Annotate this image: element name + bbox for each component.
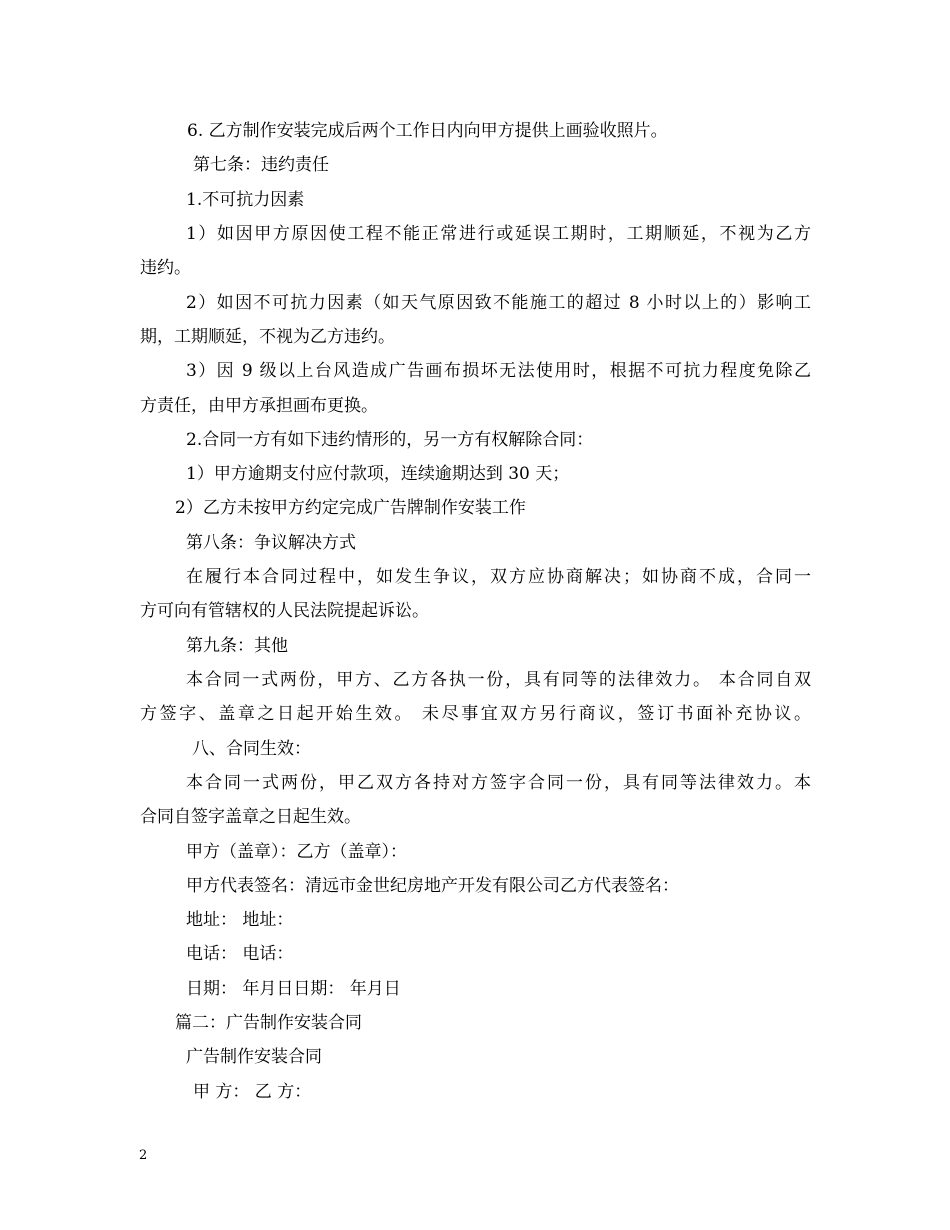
part-2-heading: 篇二：广告制作安装合同 [175,1013,362,1033]
paragraph-line: 2）如因不可抗力因素（如天气原因致不能施工的超过 8 小时以上的）影响工 [186,293,811,313]
representative-line: 甲方代表签名：清远市金世纪房地产开发有限公司乙方代表签名： [186,876,679,896]
paragraph-line: 期，工期顺延，不视为乙方违约。 [140,327,395,347]
paragraph-line: 方可向有管辖权的人民法院提起诉讼。 [140,601,429,621]
termination-heading: 2.合同一方有如下违约情形的，另一方有权解除合同： [186,430,594,450]
paragraph-line: 本合同一式两份，甲乙双方各持对方签字合同一份，具有同等法律效力。本 [186,773,811,793]
paragraph-line: 2）乙方未按甲方约定完成广告牌制作安装工作 [175,498,526,518]
paragraph-line: 本合同一式两份，甲方、乙方各执一份，具有同等的法律效力。 本合同自双 [186,670,811,690]
paragraph-line: 方责任，由甲方承担画布更换。 [140,396,378,416]
article-8-heading: 第八条：争议解决方式 [186,533,356,553]
paragraph-line: 在履行本合同过程中，如发生争议，双方应协商解决；如协商不成，合同一 [186,567,811,587]
paragraph-line: 1）如因甲方原因使工程不能正常进行或延误工期时，工期顺延，不视为乙方 [186,224,811,244]
paragraph-line: 3）因 9 级以上台风造成广告画布损坏无法使用时，根据不可抗力程度免除乙 [186,361,811,381]
paragraph-line: 1）甲方逾期支付应付款项，连续逾期达到 30 天； [186,464,570,484]
article-7-heading: 第七条：违约责任 [193,155,329,175]
address-line: 地址： 地址： [186,910,294,930]
article-9-heading: 第九条：其他 [186,636,288,656]
force-majeure-heading: 1.不可抗力因素 [186,190,305,210]
paragraph-line: 合同自签字盖章之日起生效。 [140,807,361,827]
page-number: 2 [139,1148,148,1163]
contract-title: 广告制作安装合同 [186,1047,322,1067]
paragraph-line: 方签字、盖章之日起开始生效。 未尽事宜双方另行商议，签订书面补充协议。 [140,704,811,724]
date-line: 日期： 年月日日期： 年月日 [186,979,401,999]
section-8-heading: 八、合同生效： [192,739,311,759]
seal-line: 甲方（盖章）：乙方（盖章）： [186,842,407,862]
parties-line: 甲 方： 乙 方： [193,1082,312,1102]
paragraph-line: 违约。 [140,258,191,278]
clause-6-line: 6. 乙方制作安装完成后两个工作日内向甲方提供上画验收照片。 [187,121,668,141]
phone-line: 电话： 电话： [186,944,294,964]
